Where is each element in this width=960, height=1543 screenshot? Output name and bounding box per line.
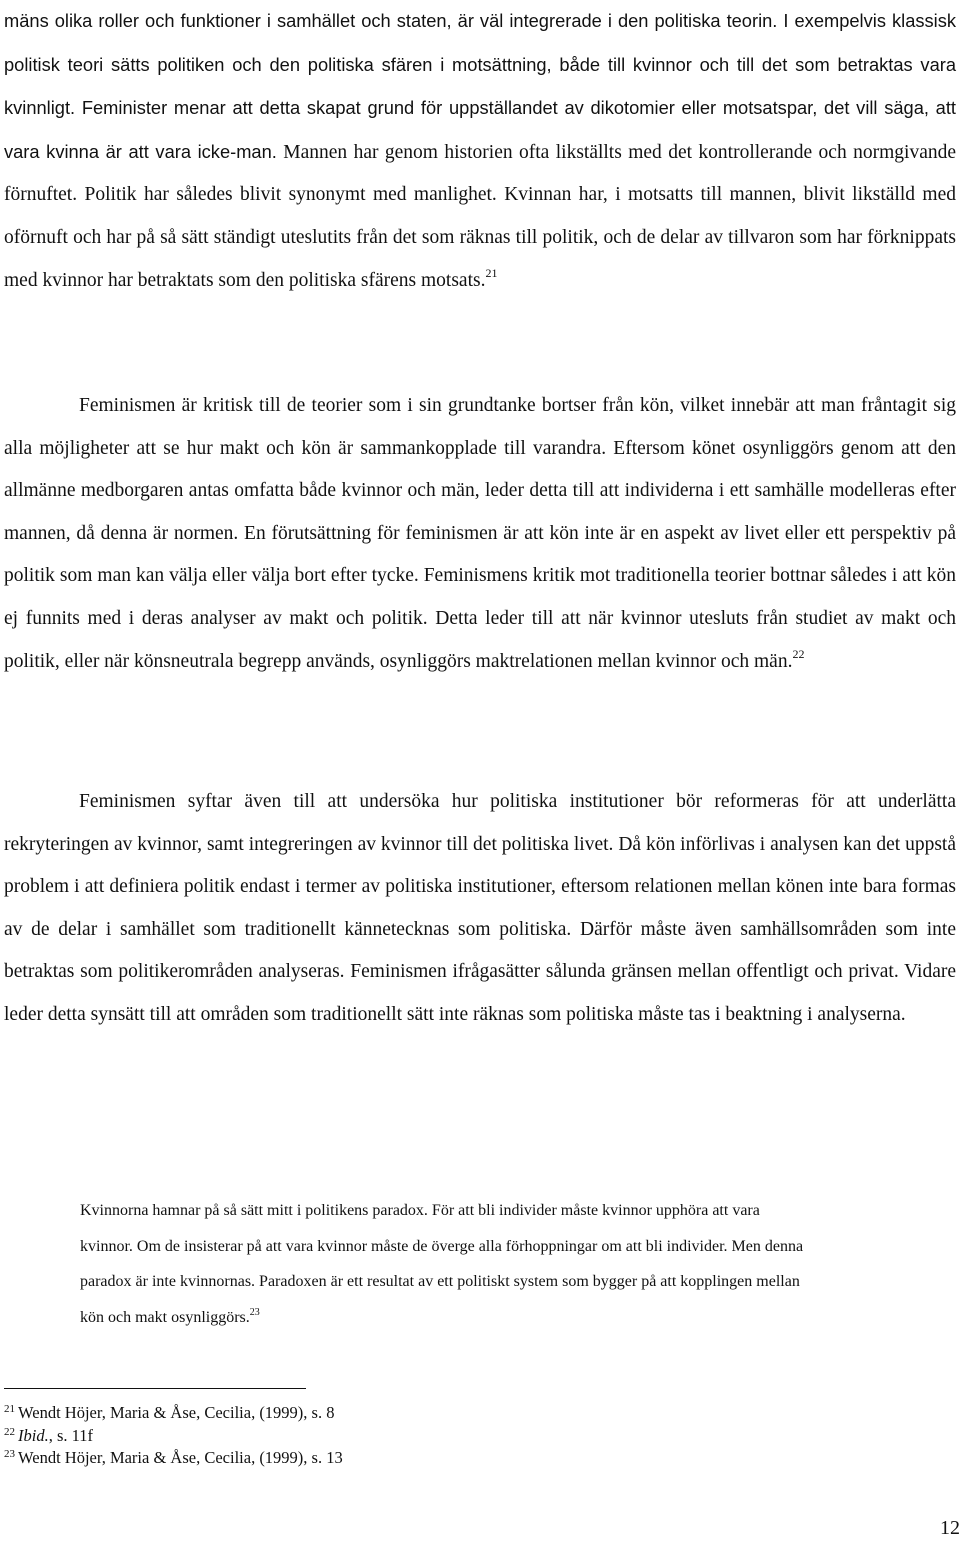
- paragraph-3-text: Feminismen syftar även till att undersöka hur politiska institutioner bör reformeras för att underlätta rekryteringen av kvinnor, samt integreringen av kvinnor till det politiska livet. Då kön införlivas i analysen kan det uppstå problem i att definiera politik endast i termer av politiska institutioner, eftersom relationen mellan könen inte bara formas av de delar i samhället som traditionellt kännetecknas som politiska. Därför måste även samhällsområden som inte betraktas som politikerområden analyseras. Feminismen ifrågasätter sålunda gränsen mellan offentligt och privat. Vidare leder detta synsätt till att områden som traditionellt sätt inte räknas som politiska måste tas i beaktning i analyserna.: [4, 791, 956, 1025]
- paragraph-2: [4, 385, 956, 683]
- paragraph-1-text: Mannen har genom historien ofta likställts med det kontrollerande och normgivande förnuftet. Politik har således blivit synonymt med manlighet. Kvinnan har, i motsatts till mannen, blivit likställd med oförnuft och har på så sätt ständigt uteslutits från det som räknas till politik, och de delar av tillvaron som har förknippats med kvinnor har betraktats som den politiska sfärens motsats.: [4, 141, 956, 291]
- footnote-21: [4, 1402, 343, 1425]
- footnote-text: Wendt Höjer, Maria & Åse, Cecilia, (1999), s. 13: [18, 1448, 343, 1467]
- paragraph-2-text: Feminismen är kritisk till de teorier som i sin grundtanke bortser från kön, vilket innebär att man fråntagit sig alla möjligheter att se hur makt och kön är sammankopplade till varandra. Eftersom könet osynliggörs genom att den allmänne medborgaren antas omfatta både kvinnor och män, leder detta till att individerna i ett samhälle modelleras efter mannen, då denna är normen. En förutsättning för feminismen är att kön inte är en aspekt av livet eller ett perspektiv på politik som man kan välja eller välja bort efter tycke. Feminismens kritik mot traditionella teorier bottnar således i att kön ej funnits med i deras analyser av makt och politik. Detta leder till att när kvinnor utesluts från studiet av makt och politik, eller när könsneutrala begrepp används, osynliggörs maktrelationen mellan kvinnor och män.: [4, 395, 956, 672]
- footnote-22: [4, 1425, 343, 1448]
- footnote-text: , s. 11f: [48, 1425, 94, 1445]
- paragraph-1-sans-text: mäns olika roller och funktioner i samhället och staten, är väl integrerade i den politiska teorin. I exempelvis klassisk politisk teori sätts politiken och den politiska sfären i motsättning, både till kvinnor och till det som betraktas vara kvinnligt. Feminister menar att detta skapat grund för uppställandet av dikotomier eller motsatspar, det vill säga, att vara kvinna är att vara icke-man.: [4, 10, 956, 162]
- footnotes: [4, 1402, 343, 1470]
- paragraph-1: [4, 0, 956, 302]
- footnote-number: 22: [4, 1425, 15, 1438]
- footnote-italic-text: Ibid.: [18, 1425, 49, 1445]
- block-quote-text: Kvinnorna hamnar på så sätt mitt i politikens paradox. För att bli individer måste kvinnor upphöra att vara kvinnor. Om de insisterar på att vara kvinnor måste de överge alla förhoppningar om att bli individer. Men denna paradox är inte kvinnornas. Paradoxen är ett resultat av ett politiskt system som bygger på att kopplingen mellan kön och makt osynliggörs.: [80, 1202, 804, 1326]
- block-quote: [80, 1193, 815, 1335]
- paragraph-3: [4, 781, 956, 1037]
- footnote-number: 23: [4, 1448, 15, 1460]
- footnote-ref-22: 22: [792, 646, 805, 661]
- footnote-number: 21: [4, 1403, 15, 1415]
- page-number: 12: [940, 1517, 960, 1539]
- footnote-ref-21: 21: [485, 265, 498, 280]
- footnote-ref-23: 23: [249, 1306, 260, 1318]
- footnote-text: Wendt Höjer, Maria & Åse, Cecilia, (1999), s. 8: [18, 1403, 335, 1422]
- footnote-divider: [4, 1388, 306, 1389]
- footnote-23: [4, 1447, 343, 1470]
